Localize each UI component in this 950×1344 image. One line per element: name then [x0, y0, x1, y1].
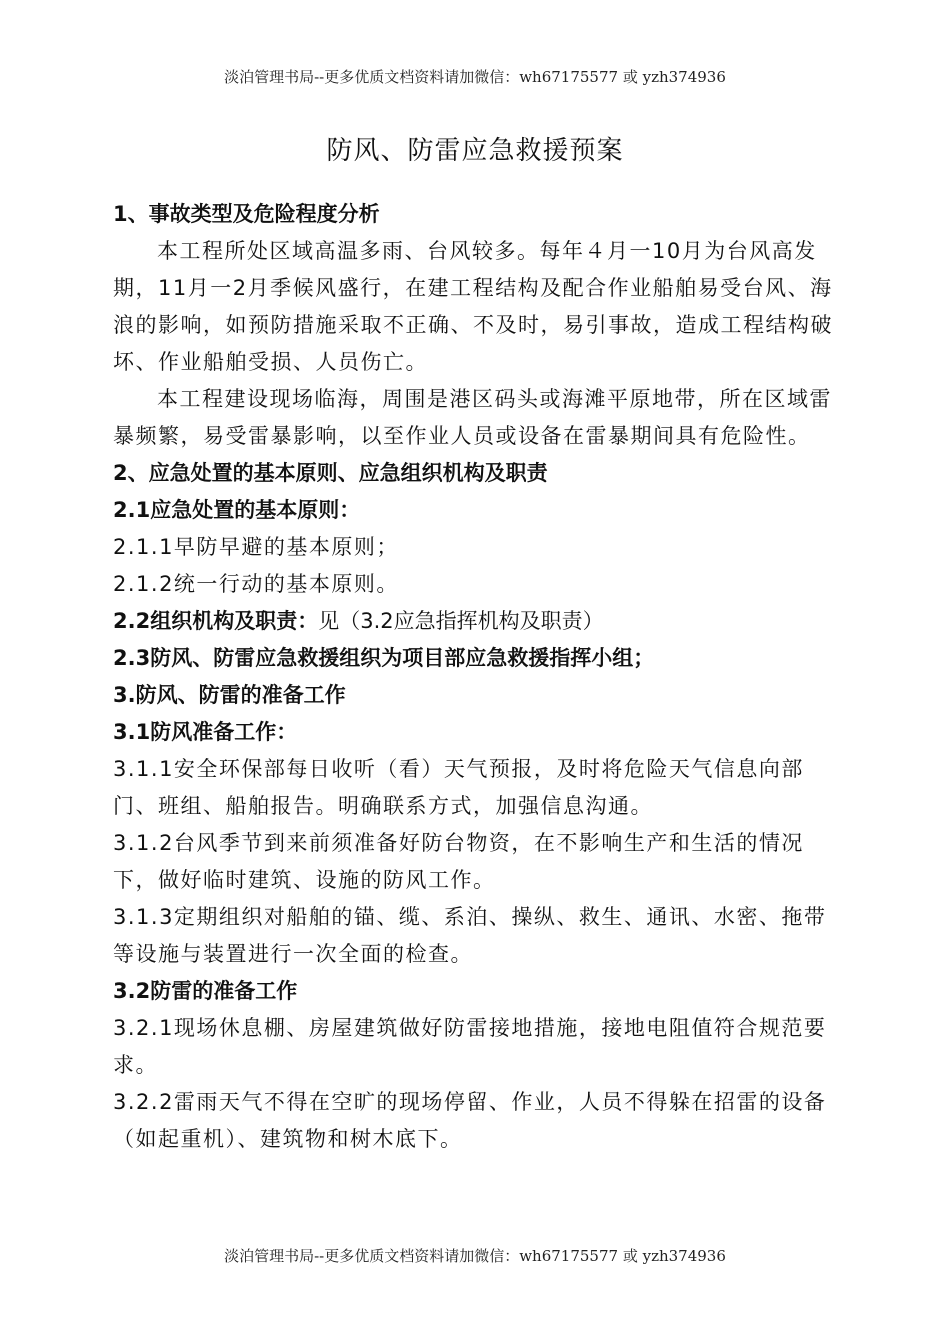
page-header: 淡泊管理书局--更多优质文档资料请加微信：wh67175577 或 yzh374936 — [224, 68, 726, 86]
item-3-1-3: 3.1.3定期组织对船舶的锚、缆、系泊、操纵、救生、通讯、水密、拖带等设施与装置进行一次全面的检查。 — [113, 905, 827, 966]
section-3-heading: 3.防风、防雷的准备工作 — [113, 683, 346, 707]
page-footer: 淡泊管理书局--更多优质文档资料请加微信：wh67175577 或 yzh374936 — [224, 1247, 726, 1265]
item-3-1-1: 3.1.1安全环保部每日收听（看）天气预报，及时将危险天气信息向部门、班组、船舶报告。明确联系方式，加强信息沟通。 — [113, 757, 804, 818]
section-3-2-heading: 3.2防雷的准备工作 — [113, 979, 298, 1003]
section-2-1-heading: 2.1应急处置的基本原则： — [113, 498, 361, 522]
document-body — [113, 196, 838, 1158]
section-1-paragraph-2: 本工程建设现场临海，周围是港区码头或海滩平原地带，所在区域雷暴频繁，易受雷暴影响，以至作业人员或设备在雷暴期间具有危险性。 — [113, 387, 832, 448]
item-3-2-2: 3.2.2雷雨天气不得在空旷的现场停留、作业，人员不得躲在招雷的设备（如起重机）、建筑物和树木底下。 — [113, 1090, 827, 1151]
section-2-heading: 2、应急处置的基本原则、应急组织机构及职责 — [113, 461, 548, 485]
section-2-3-heading: 2.3防风、防雷应急救援组织为项目部应急救援指挥小组； — [113, 646, 655, 670]
item-3-1-2: 3.1.2台风季节到来前须准备好防台物资，在不影响生产和生活的情况下，做好临时建筑、设施的防风工作。 — [113, 831, 804, 892]
section-1-heading: 1、事故类型及危险程度分析 — [113, 202, 380, 226]
item-2-1-1: 2.1.1早防早避的基本原则； — [113, 535, 399, 559]
item-2-1-2: 2.1.2统一行动的基本原则。 — [113, 572, 399, 596]
section-2-2-heading-bold: 2.2组织机构及职责： — [113, 609, 319, 633]
section-1-paragraph-1: 本工程所处区域高温多雨、台风较多。每年４月一10月为台风高发期，11月一2月季候风盛行，在建工程结构及配合作业船舶易受台风、海浪的影响，如预防措施采取不正确、不及时，易引事故，造成工程结构破坏、作业船舶受损、人员伤亡。 — [113, 239, 833, 374]
section-3-1-heading: 3.1防风准备工作： — [113, 720, 298, 744]
item-3-2-1: 3.2.1现场休息棚、房屋建筑做好防雷接地措施，接地电阻值符合规范要求。 — [113, 1016, 827, 1077]
section-2-2-reference: 见（3.2应急指挥机构及职责） — [318, 609, 604, 633]
document-title: 防风、防雷应急救援预案 — [326, 136, 624, 166]
section-2-2-heading — [113, 603, 838, 640]
